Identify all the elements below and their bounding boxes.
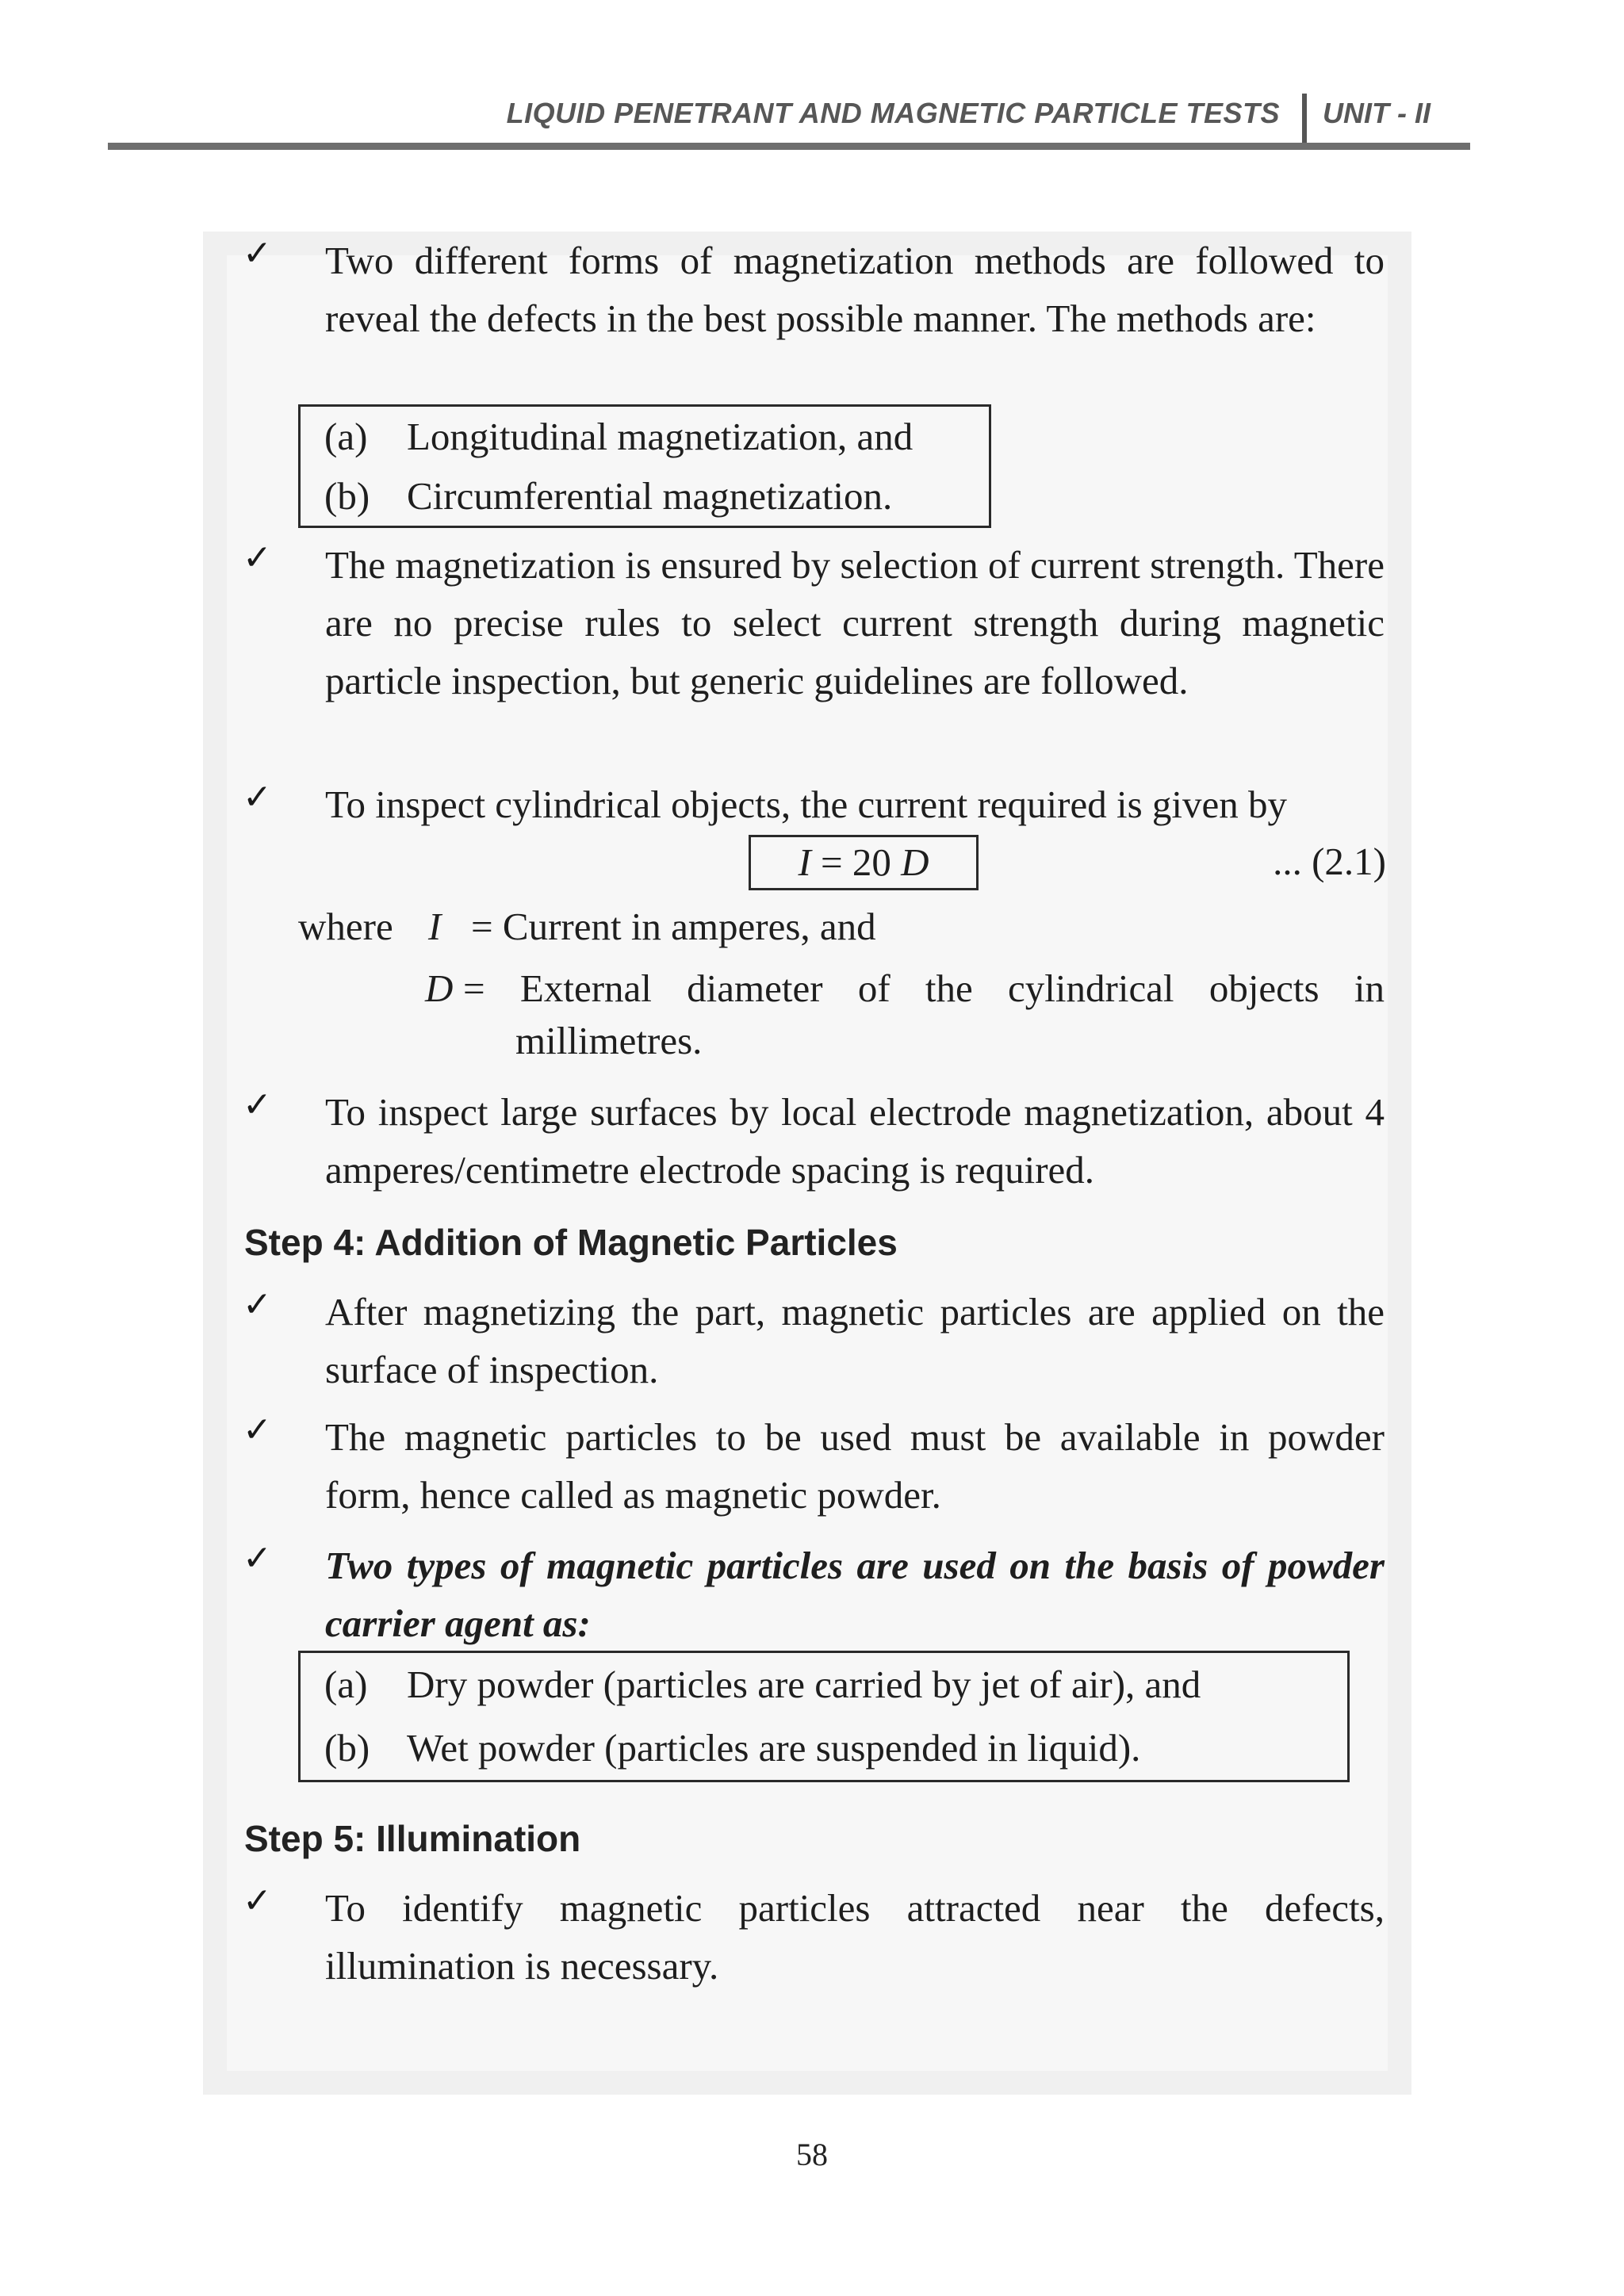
list-label: (b) [324,1726,370,1770]
equation-middle: = 20 [810,840,902,884]
check-icon: ✓ [243,1538,272,1578]
particle-types-box [298,1651,1350,1782]
header-divider [1302,94,1307,143]
running-header [108,94,1470,150]
bullet-text: Two types of magnetic particles are used on the basis of powder carrier agent as: [325,1544,1385,1645]
list-item [324,407,913,466]
equation-lhs: I [798,840,811,884]
check-icon: ✓ [243,1284,272,1325]
bullet-text: The magnetic particles to be used must be available in powder form, hence called as magnetic powder. [325,1415,1385,1517]
check-icon: ✓ [243,1410,272,1450]
where-definition: = External diameter of the cylindrical objects in [463,966,1385,1010]
step-heading: Step 5: Illumination [244,1818,581,1859]
list-label: (a) [324,1663,368,1706]
current-equation-box [749,835,979,890]
equation-rhs: D [901,840,929,884]
list-label: (a) [324,415,368,458]
list-text: Longitudinal magnetization, and [407,415,914,458]
step-heading: Step 4: Addition of Magnetic Particles [244,1222,898,1263]
bullet-text: To identify magnetic particles attracted near the defects, illumination is necessary. [325,1886,1385,1988]
list-item [324,466,892,526]
list-label: (b) [324,474,370,518]
check-icon: ✓ [243,233,272,274]
list-item [324,1655,1201,1714]
bullet-text: After magnetizing the part, magnetic particles are applied on the surface of inspection. [325,1290,1385,1391]
where-symbol-i: I [428,905,442,948]
list-text: Circumferential magnetization. [407,474,893,518]
page-number: 58 [796,2137,828,2172]
header-unit: UNIT - II [1323,97,1431,129]
magnetization-methods-box [298,404,991,528]
equation-number: ... (2.1) [1273,840,1386,883]
bullet-text: The magnetization is ensured by selection of current strength. There are no precise rules to select current strength during magnetic particle inspection, but generic guidelines are followed. [325,543,1385,702]
check-icon: ✓ [243,777,272,817]
list-text: Dry powder (particles are carried by jet of air), and [407,1663,1201,1706]
where-definition-continued: millimetres. [515,1019,703,1062]
check-icon: ✓ [243,1881,272,1921]
bullet-text: To inspect cylindrical objects, the current required is given by [325,783,1288,826]
where-word: where [298,905,393,948]
check-icon: ✓ [243,1085,272,1125]
list-text: Wet powder (particles are suspended in liquid). [407,1726,1141,1770]
check-icon: ✓ [243,538,272,578]
bullet-text: Two different forms of magnetization methods are followed to reveal the defects in the best possible manner. The methods are: [325,239,1385,340]
header-title: LIQUID PENETRANT AND MAGNETIC PARTICLE TESTS [506,97,1280,129]
list-item [324,1718,1140,1777]
bullet-text: To inspect large surfaces by local electrode magnetization, about 4 amperes/centimetre electrode spacing is required. [325,1090,1385,1192]
where-definition: = Current in amperes, and [471,905,876,948]
where-symbol-d: D [425,966,454,1010]
